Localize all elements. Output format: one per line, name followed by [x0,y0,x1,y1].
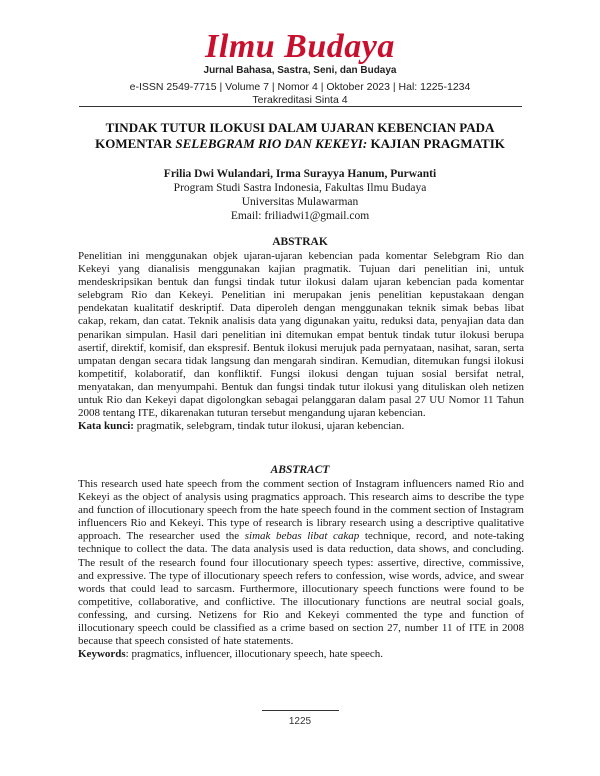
author-email: Email: friliadwi1@gmail.com [230,210,370,222]
journal-subtitle: Jurnal Bahasa, Sastra, Seni, dan Budaya [203,64,397,76]
footer-divider [262,710,339,711]
abstract-text-1: This research used hate speech from the comment section of Instagram influencers named Rio and Kekeyi as the object of analysis using pragmatics approach. This research aims to describe the type and function of illocutionary speech from the hate speech found in the comment section of Instagram influencers Rio and Kekeyi. This type of research is library research using a descriptive qualitative approach. The researcher used the [78,478,524,543]
accreditation-line: Terakreditasi Sinta 4 [252,94,348,106]
journal-logo: Ilmu Budaya [205,28,395,65]
abstract-keywords: : pragmatics, influencer, illocutionary speech, hate speech. [125,648,384,661]
author-names: Frilia Dwi Wulandari, Irma Surayya Hanum, Purwanti [163,168,437,180]
abstrak-heading: ABSTRAK [272,236,328,248]
issn-line: e-ISSN 2549-7715 | Volume 7 | Nomor 4 | Oktober 2023 | Hal: 1225-1234 [129,81,471,93]
abstract-text-italic: simak bebas libat cakap [244,530,360,543]
abstract-keywords-label: Keywords [78,648,126,661]
affiliation-university: Universitas Mulawarman [241,196,359,208]
abstract-heading: ABSTRACT [270,464,330,476]
title-line-1: TINDAK TUTUR ILOKUSI DALAM UJARAN KEBENCIAN PADA [105,120,495,135]
abstrak-keywords-label: Kata kunci: [78,420,134,433]
abstract-text-2: technique, record, and note-taking technique to collect the data. The data analysis used is data reduction, data shows, and concluding. The result of the research found four illocutionary speech types: assertive, directive, commissive, and expressive. The type of illocutionary speech refers to confession, wise words, advice, and swear words that could lead to sarcasm. Furthermore, illocutionary speech functions were found to be competitive, collaborative, and conflictive. The illocutionary functions are neutral social goals, confessing, and cursing. Netizens for Rio and Kekeyi commented the type and function of illocutionary speech could be classified as a crime based on section 27, number 11 of ITE in 2008 because that speech consisted of hate statements. [78,530,524,648]
abstract-body [78,478,524,661]
header-divider [79,106,522,107]
title-line-2 [60,136,540,152]
affiliation-program: Program Studi Sastra Indonesia, Fakultas Ilmu Budaya [173,182,427,194]
abstrak-text: Penelitian ini menggunakan objek ujaran-ujaran kebencian pada komentar Selebgram Rio dan Kekeyi yang dianalisis menggunakan kajian pragmatik. Tujuan dari penelitian ini, untuk mendeskripsikan bentuk dan fungsi tindak tutur ilokusi dalam ujaran kebencian pada komentar selebgram Rio dan Kekeyi. Penelitian ini merupakan jenis penelitian kepustakaan dengan pendekatan kualitatif deskriptif. Data diperoleh dengan menggunakan teknik simak bebas libat cakap, rekam, dan catat. Teknik analisis data yang digunakan yaitu, reduksi data, penyajian data dan penarikan simpulan. Hasil dari penelitian ini ditemukan empat bentuk tindak tutur ilokusi berupa asertif, direktif, komisif, dan ekspresif. Bentuk ilokusi merujuk pada pernyataan, nasihat, saran, serta umpatan dengan secara tidak langsung dan mengarah sindiran. Kemudian, ditemukan fungsi ilokusi kompetitif, kolaboratif, dan konfliktif. Fungsi ilokusi dengan tujuan sosial bersifat netral, menyatakan, dan menyumpahi. Bentuk dan fungsi tindak tutur ilokusi yang dituliskan oleh netizen untuk Rio dan Kekeyi dapat digolongkan sebagai pelanggaran dalam pasal 27 UU Nomor 11 Tahun 2008 tentang ITE, dikarenakan tuturan tersebut mengandung ujaran kebencian. [78,250,524,420]
title-prefix: KOMENTAR [95,136,176,151]
abstrak-body [78,250,524,433]
title-suffix: KAJIAN PRAGMATIK [367,136,505,151]
title-italic: SELEBGRAM RIO DAN KEKEYI: [175,136,368,151]
abstrak-keywords: pragmatik, selebgram, tindak tutur ilokusi, ujaran kebencian. [133,420,405,433]
page-number: 1225 [288,716,312,727]
article-title [60,120,540,152]
author-block [0,167,600,223]
